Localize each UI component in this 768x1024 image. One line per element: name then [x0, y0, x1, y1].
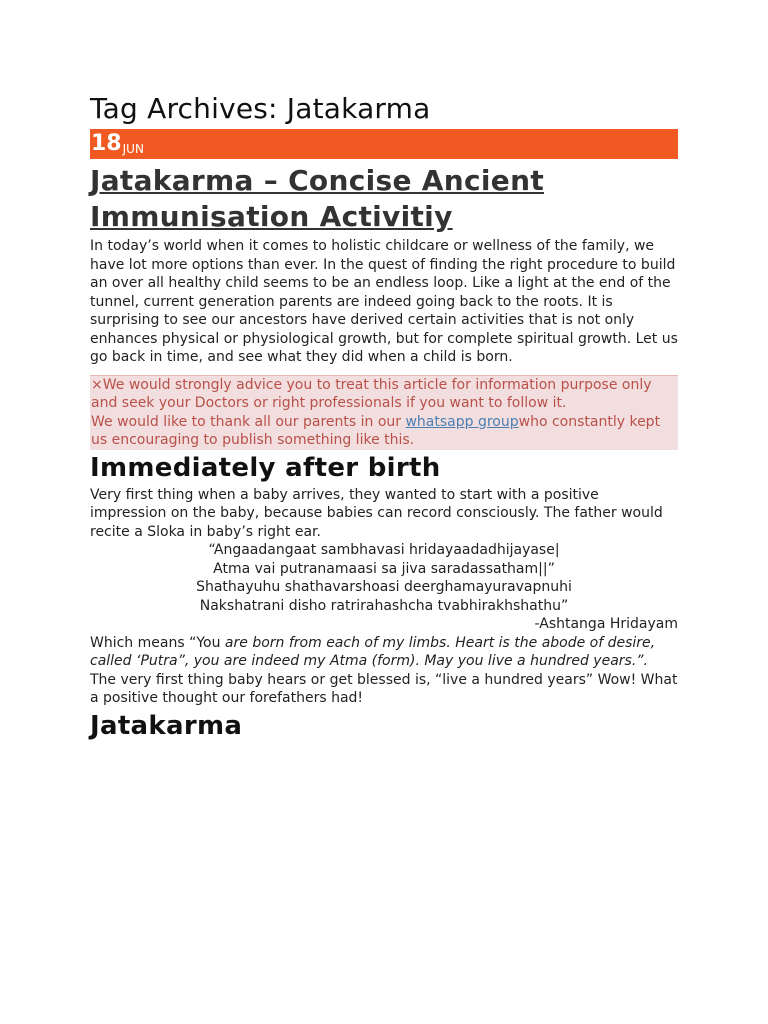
intro-paragraph: In today’s world when it comes to holistic childcare or wellness of the family, we have lot more options than ever. In the quest of finding the right procedure to build an over all healthy child seems to be an endless loop. Like a light at the end of the tunnel, current generation parents are indeed going back to the roots. It is surprising to see our ancestors have derived certain activities that is not only enhances physical or physiological growth, but for complete spiritual growth. Let us go back in time, and see what they did when a child is born. — [90, 238, 678, 365]
verse-line: Atma vai putranamaasi sa jiva saradassatham||” — [213, 560, 555, 577]
date-month: JUN — [122, 142, 144, 156]
alert-text-1: We would strongly advice you to treat this article for information purpose only and seek your Doctors or right professionals if you want to follow it. — [91, 376, 652, 411]
meaning-paragraph — [90, 634, 678, 708]
section-heading-immediately-after-birth: Immediately after birth — [90, 452, 441, 483]
post-title-line-1: Jatakarma – Concise Ancient — [90, 164, 545, 197]
article-content — [90, 90, 678, 744]
archive-title: Tag Archives: Jatakarma — [90, 92, 431, 125]
section1-paragraph: Very first thing when a baby arrives, they wanted to start with a positive impression on the baby, because babies can record consciously. The father would recite a Sloka in baby’s right ear. — [90, 486, 663, 540]
alert-text-2-after: who constantly kept us encouraging to publish something like this. — [91, 413, 661, 448]
sloka-verse — [90, 541, 678, 615]
meaning-prefix: Which means “You — [90, 634, 225, 651]
post-title-link[interactable] — [90, 163, 678, 235]
alert-text-2-before: We would like to thank all our parents in our — [91, 413, 406, 430]
verse-line: “Angaadangaat sambhavasi hridayaadadhijayase| — [208, 542, 560, 558]
verse-line: Nakshatrani disho ratrirahashcha tvabhirakhshathu” — [199, 597, 569, 614]
post-title-line-2: Immunisation Activitiy — [90, 200, 453, 233]
close-icon[interactable]: × — [91, 376, 103, 393]
section-heading-jatakarma: Jatakarma — [90, 710, 243, 741]
meaning-translation: are born from each of my limbs. Heart is the abode of desire, called ‘Putra”, you are indeed my Atma (form). May you live a hundred years.”. — [90, 634, 656, 669]
meaning-suffix: The very first thing baby hears or get blessed is, “live a hundred years” Wow! What a positive thought our forefathers had! — [90, 671, 678, 706]
disclaimer-alert — [90, 375, 678, 450]
verse-attribution: -Ashtanga Hridayam — [534, 616, 678, 632]
verse-line: Shathayuhu shathavarshoasi deerghamayuravapnuhi — [196, 579, 572, 595]
date-day: 18 — [91, 131, 122, 156]
date-bar — [90, 129, 678, 159]
whatsapp-group-link[interactable]: whatsapp group — [405, 413, 519, 430]
